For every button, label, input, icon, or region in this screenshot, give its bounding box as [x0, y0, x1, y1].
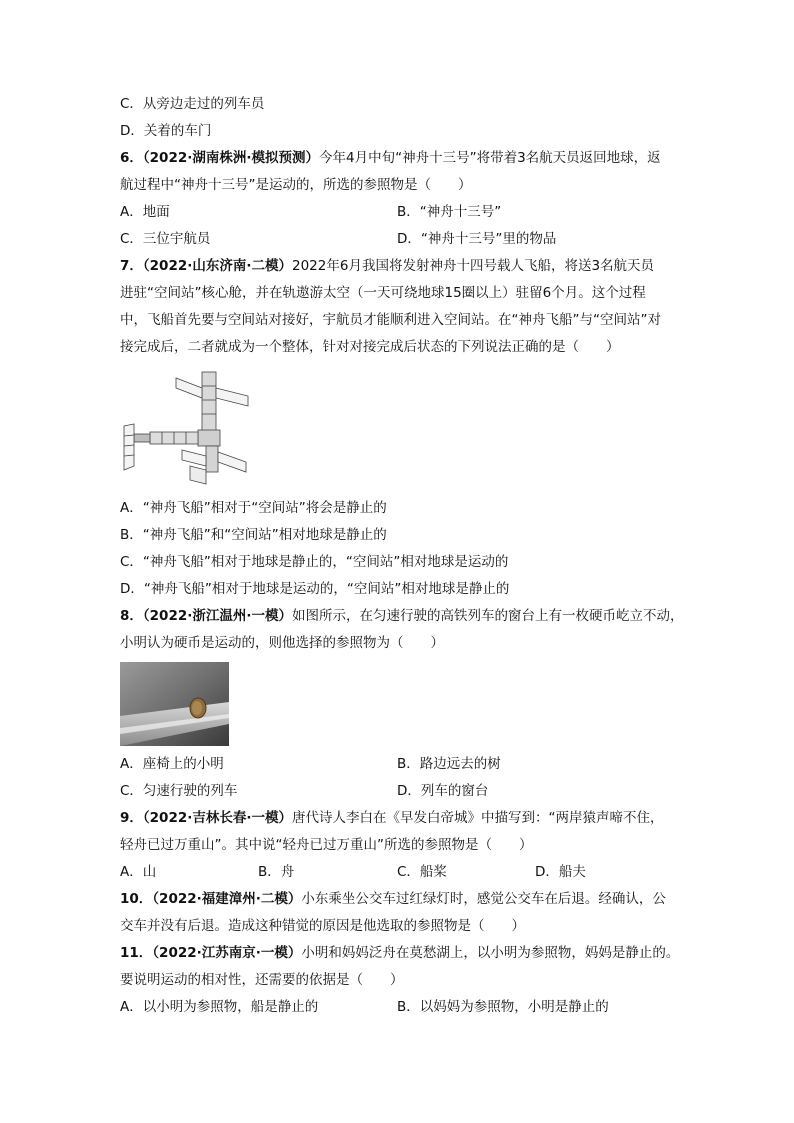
q9-option-a: A．山	[120, 864, 157, 880]
question-text: 今年4月中旬“神舟十三号”将带着3名航天员返回地球，返	[319, 150, 661, 166]
q8-option-a: A．座椅上的小明	[120, 756, 224, 772]
q6-option-a: A．地面	[120, 204, 170, 220]
question-7-line-3: 中，飞船首先要与空间站对接好，宇航员才能顺利进入空间站。在“神舟飞船”与“空间站”对	[120, 312, 661, 328]
question-source: （2022·福建漳州·二模）	[152, 891, 302, 907]
q8-option-c: C．匀速行驶的列车	[120, 783, 238, 799]
q7-option-d: D．“神舟飞船”相对于地球是运动的，“空间站”相对地球是静止的	[120, 581, 510, 597]
question-source: （2022·吉林长春·一模）	[142, 810, 292, 826]
question-number: 10．	[120, 891, 153, 907]
q8-option-b: B．路边远去的树	[397, 756, 501, 772]
question-source: （2022·湖南株洲·模拟预测）	[142, 150, 319, 166]
q9-option-d: D．船夫	[535, 864, 586, 880]
q7-option-b: B．“神舟飞船”和“空间站”相对地球是静止的	[120, 527, 387, 543]
question-text: 小明和妈妈泛舟在莫愁湖上，以小明为参照物，妈妈是静止的。	[301, 945, 680, 961]
question-number: 7．	[120, 258, 143, 274]
question-number: 9．	[120, 810, 143, 826]
question-9-line-1	[120, 808, 664, 828]
q11-option-a: A．以小明为参照物，船是静止的	[120, 999, 319, 1015]
q7-option-c: C．“神舟飞船”相对于地球是静止的，“空间站”相对地球是运动的	[120, 554, 509, 570]
question-source: （2022·山东济南·二模）	[142, 258, 292, 274]
q11-option-b: B．以妈妈为参照物，小明是静止的	[397, 999, 609, 1015]
question-10-line-2: 交车并没有后退。造成这种错觉的原因是他选取的参照物是（ ）	[120, 918, 525, 934]
question-11-line-2: 要说明运动的相对性，还需要的依据是（ ）	[120, 972, 404, 988]
question-text: 小东乘坐公交车过红绿灯时，感觉公交车在后退。经确认，公	[301, 891, 666, 907]
question-10-line-1	[120, 889, 666, 909]
question-8-line-2: 小明认为硬币是运动的，则他选择的参照物为（ ）	[120, 635, 444, 651]
question-source: （2022·江苏南京·一模）	[152, 945, 302, 961]
question-11-line-1	[120, 943, 679, 963]
question-text: 如图所示，在匀速行驶的高铁列车的窗台上有一枚硬币屹立不动，	[292, 608, 684, 624]
question-text: 2022年6月我国将发射神舟十四号载人飞船，将送3名航天员	[292, 258, 655, 274]
question-number: 8．	[120, 608, 143, 624]
question-8-line-1	[120, 606, 684, 626]
q7-option-a: A．“神舟飞船”相对于“空间站”将会是静止的	[120, 500, 387, 516]
q6-option-b: B．“神舟十三号”	[397, 204, 502, 220]
question-6-line-1	[120, 148, 661, 168]
q6-option-c: C．三位宇航员	[120, 231, 211, 247]
space-station-image	[120, 366, 252, 490]
q9-option-b: B．舟	[258, 864, 295, 880]
question-7-line-4: 接完成后，二者就成为一个整体，针对对接完成后状态的下列说法正确的是（ ）	[120, 339, 620, 355]
question-9-line-2: 轻舟已过万重山”。其中说“轻舟已过万重山”所选的参照物是（ ）	[120, 837, 533, 853]
question-number: 11．	[120, 945, 153, 961]
question-source: （2022·浙江温州·一模）	[142, 608, 292, 624]
q8-option-d: D．列车的窗台	[397, 783, 489, 799]
question-6-line-2: 航过程中“神舟十三号”是运动的，所选的参照物是（ ）	[120, 177, 472, 193]
coin-on-windowsill-photo	[120, 662, 229, 746]
question-number: 6．	[120, 150, 143, 166]
q6-option-d: D．“神舟十三号”里的物品	[397, 231, 557, 247]
option-c-prev: C．从旁边走过的列车员	[120, 96, 265, 112]
option-d-prev: D．关着的车门	[120, 123, 212, 139]
question-text: 唐代诗人李白在《早发白帝城》中描写到：“两岸猿声啼不住，	[292, 810, 664, 826]
q9-option-c: C．船桨	[397, 864, 447, 880]
question-7-line-1	[120, 256, 654, 276]
question-7-line-2: 进驻“空间站”核心舱，并在轨遨游太空（一天可绕地球15圈以上）驻留6个月。这个过程	[120, 285, 646, 301]
